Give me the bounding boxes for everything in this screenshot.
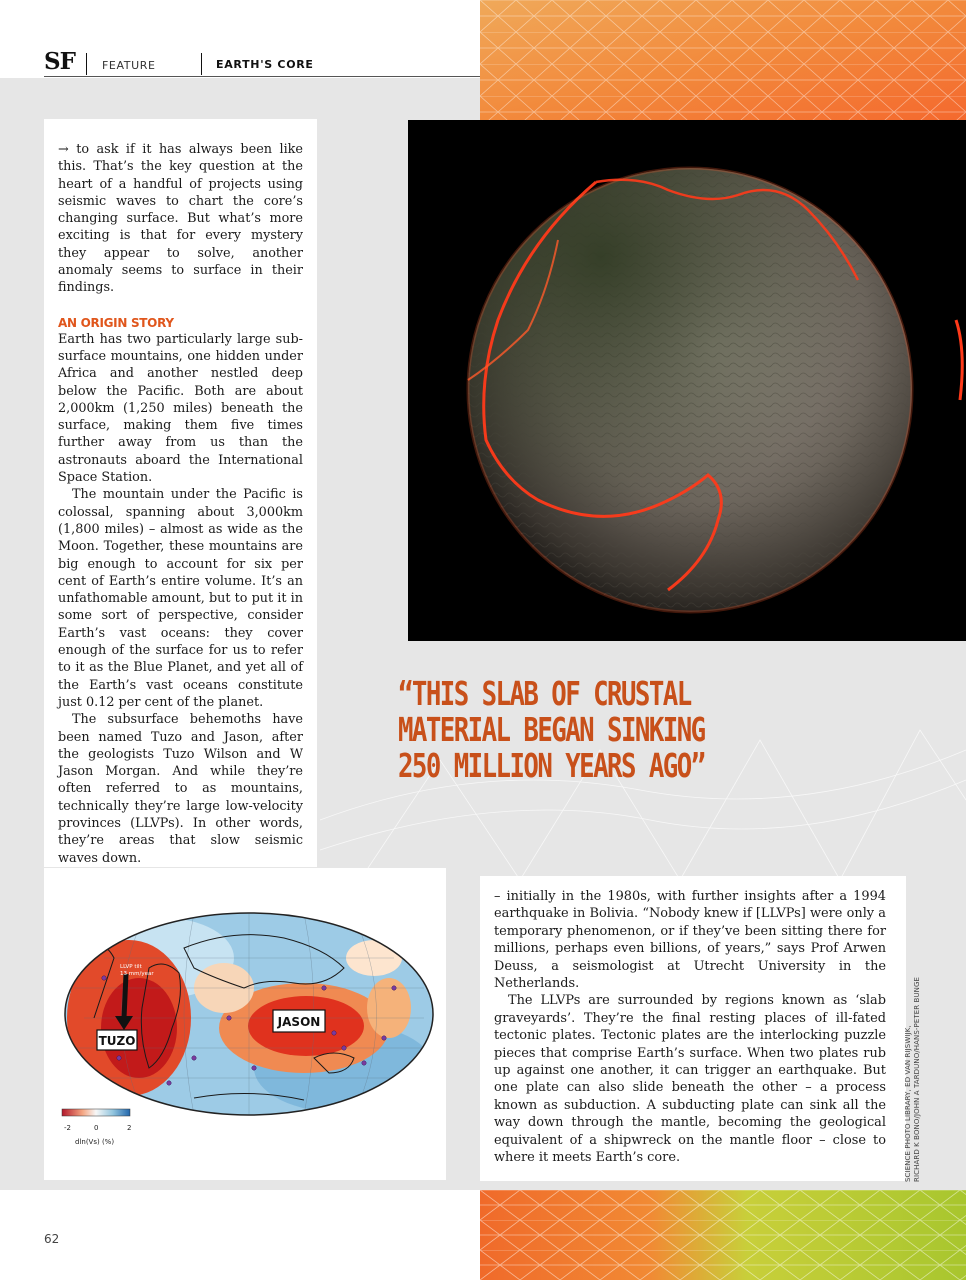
color-scale-bar	[62, 1109, 130, 1116]
orange-mesh-decoration-top	[480, 0, 966, 120]
orange-green-mesh-decoration-bottom	[480, 1190, 966, 1280]
body-paragraph: The LLVPs are surrounded by regions known as ‘slab graveyards’. They’re the final resting places of ill-fated tectonic plates. Tectonic plates are the interlocking puzzle pieces that comprise Earth’s surface. When two plates rub up against one another, it can trigger an earthquake. But one plate can also slide beneath the other – a process known as subduction. A subducting plate can sink all the way down through the mantle, becoming the geological equivalent of a shipwreck on the mantle floor – close to where it meets Earth’s core.	[494, 993, 886, 1166]
globe-illustration	[408, 120, 966, 641]
scale-tick: 2	[127, 1124, 132, 1132]
running-header	[44, 50, 480, 77]
scale-tick: 0	[94, 1124, 99, 1132]
page-number: 62	[44, 1232, 60, 1246]
globe-photo	[408, 120, 966, 641]
photo-credits	[904, 952, 922, 1182]
pull-quote-line: MATERIAL BEGAN SINKING	[398, 710, 705, 749]
subheading: AN ORIGIN STORY	[58, 315, 174, 330]
scale-tick: -2	[64, 1124, 71, 1132]
header-divider	[201, 53, 202, 75]
magazine-logo: SF	[44, 48, 75, 75]
pull-quote-line: 250 MILLION YEARS AGO”	[398, 746, 705, 785]
intro-paragraph: → to ask if it has always been like this. That’s the key question at the heart of a handful of projects using seismic waves to chart the core’s changing surface. But what’s more exciting is that for every mystery they appear to solve, another anomaly seems to surface in their findings.	[58, 142, 303, 296]
body-paragraph: The mountain under the Pacific is colossal, spanning about 3,000km (1,800 miles) – almost as wide as the Moon. Together, these mountains are big enough to account for six per cent of Earth’s entire volume. It’s an unfathomable amount, but to put it in some sort of perspective, consider Earth’s vast oceans: they cover enough of the surface for us to refer to it as the Blue Planet, and yet all of the Earth’s vast oceans constitute just 0.12 per cent of the planet.	[58, 487, 303, 710]
pull-quote-line: “THIS SLAB OF CRUSTAL	[398, 674, 691, 713]
credit-line: SCIENCE PHOTO LIBRARY, ED VAN RIJSWIJK,	[904, 1025, 912, 1182]
arrow-label: 13 mm/year	[120, 971, 154, 977]
credit-line: RICHARD K BONO/JOHN A TARDUNO/HANS-PETER BUNGE	[913, 976, 921, 1182]
scale-label: dln(Vs) (%)	[75, 1138, 115, 1146]
arrow-label: LLVP tilt	[120, 964, 142, 970]
header-divider	[86, 53, 87, 75]
tuzo-label: TUZO	[98, 1034, 136, 1048]
llvp-world-map	[44, 868, 446, 1180]
text-column-left	[44, 119, 317, 867]
topic-label: EARTH'S CORE	[216, 58, 314, 71]
jason-label: JASON	[277, 1015, 321, 1029]
body-paragraph: Earth has two particularly large sub-surface mountains, one hidden under Africa and another nestled deep below the Pacific. Both are about 2,000km (1,250 miles) beneath the surface, making them five times further away from us than the astronauts aboard the International Space Station.	[58, 331, 303, 486]
text-column-right	[480, 876, 906, 1181]
llvp-map-figure	[44, 868, 446, 1180]
pull-quote	[398, 676, 710, 784]
section-label: FEATURE	[102, 59, 156, 72]
body-paragraph: – initially in the 1980s, with further insights after a 1994 earthquake in Bolivia. “Nobody knew if [LLVPs] were only a temporary phenomenon, or if they’ve been sitting there for millions, perhaps even billions, of years,” says Prof Arwen Deuss, a seismologist at Utrecht University in the Netherlands.	[494, 889, 886, 992]
body-paragraph: The subsurface behemoths have been named Tuzo and Jason, after the geologists Tuzo Wilson and W Jason Morgan. And while they’re often referred to as mountains, technically they’re large low-velocity provinces (LLVPs). In other words, they’re areas that slow seismic waves down.	[58, 712, 303, 866]
